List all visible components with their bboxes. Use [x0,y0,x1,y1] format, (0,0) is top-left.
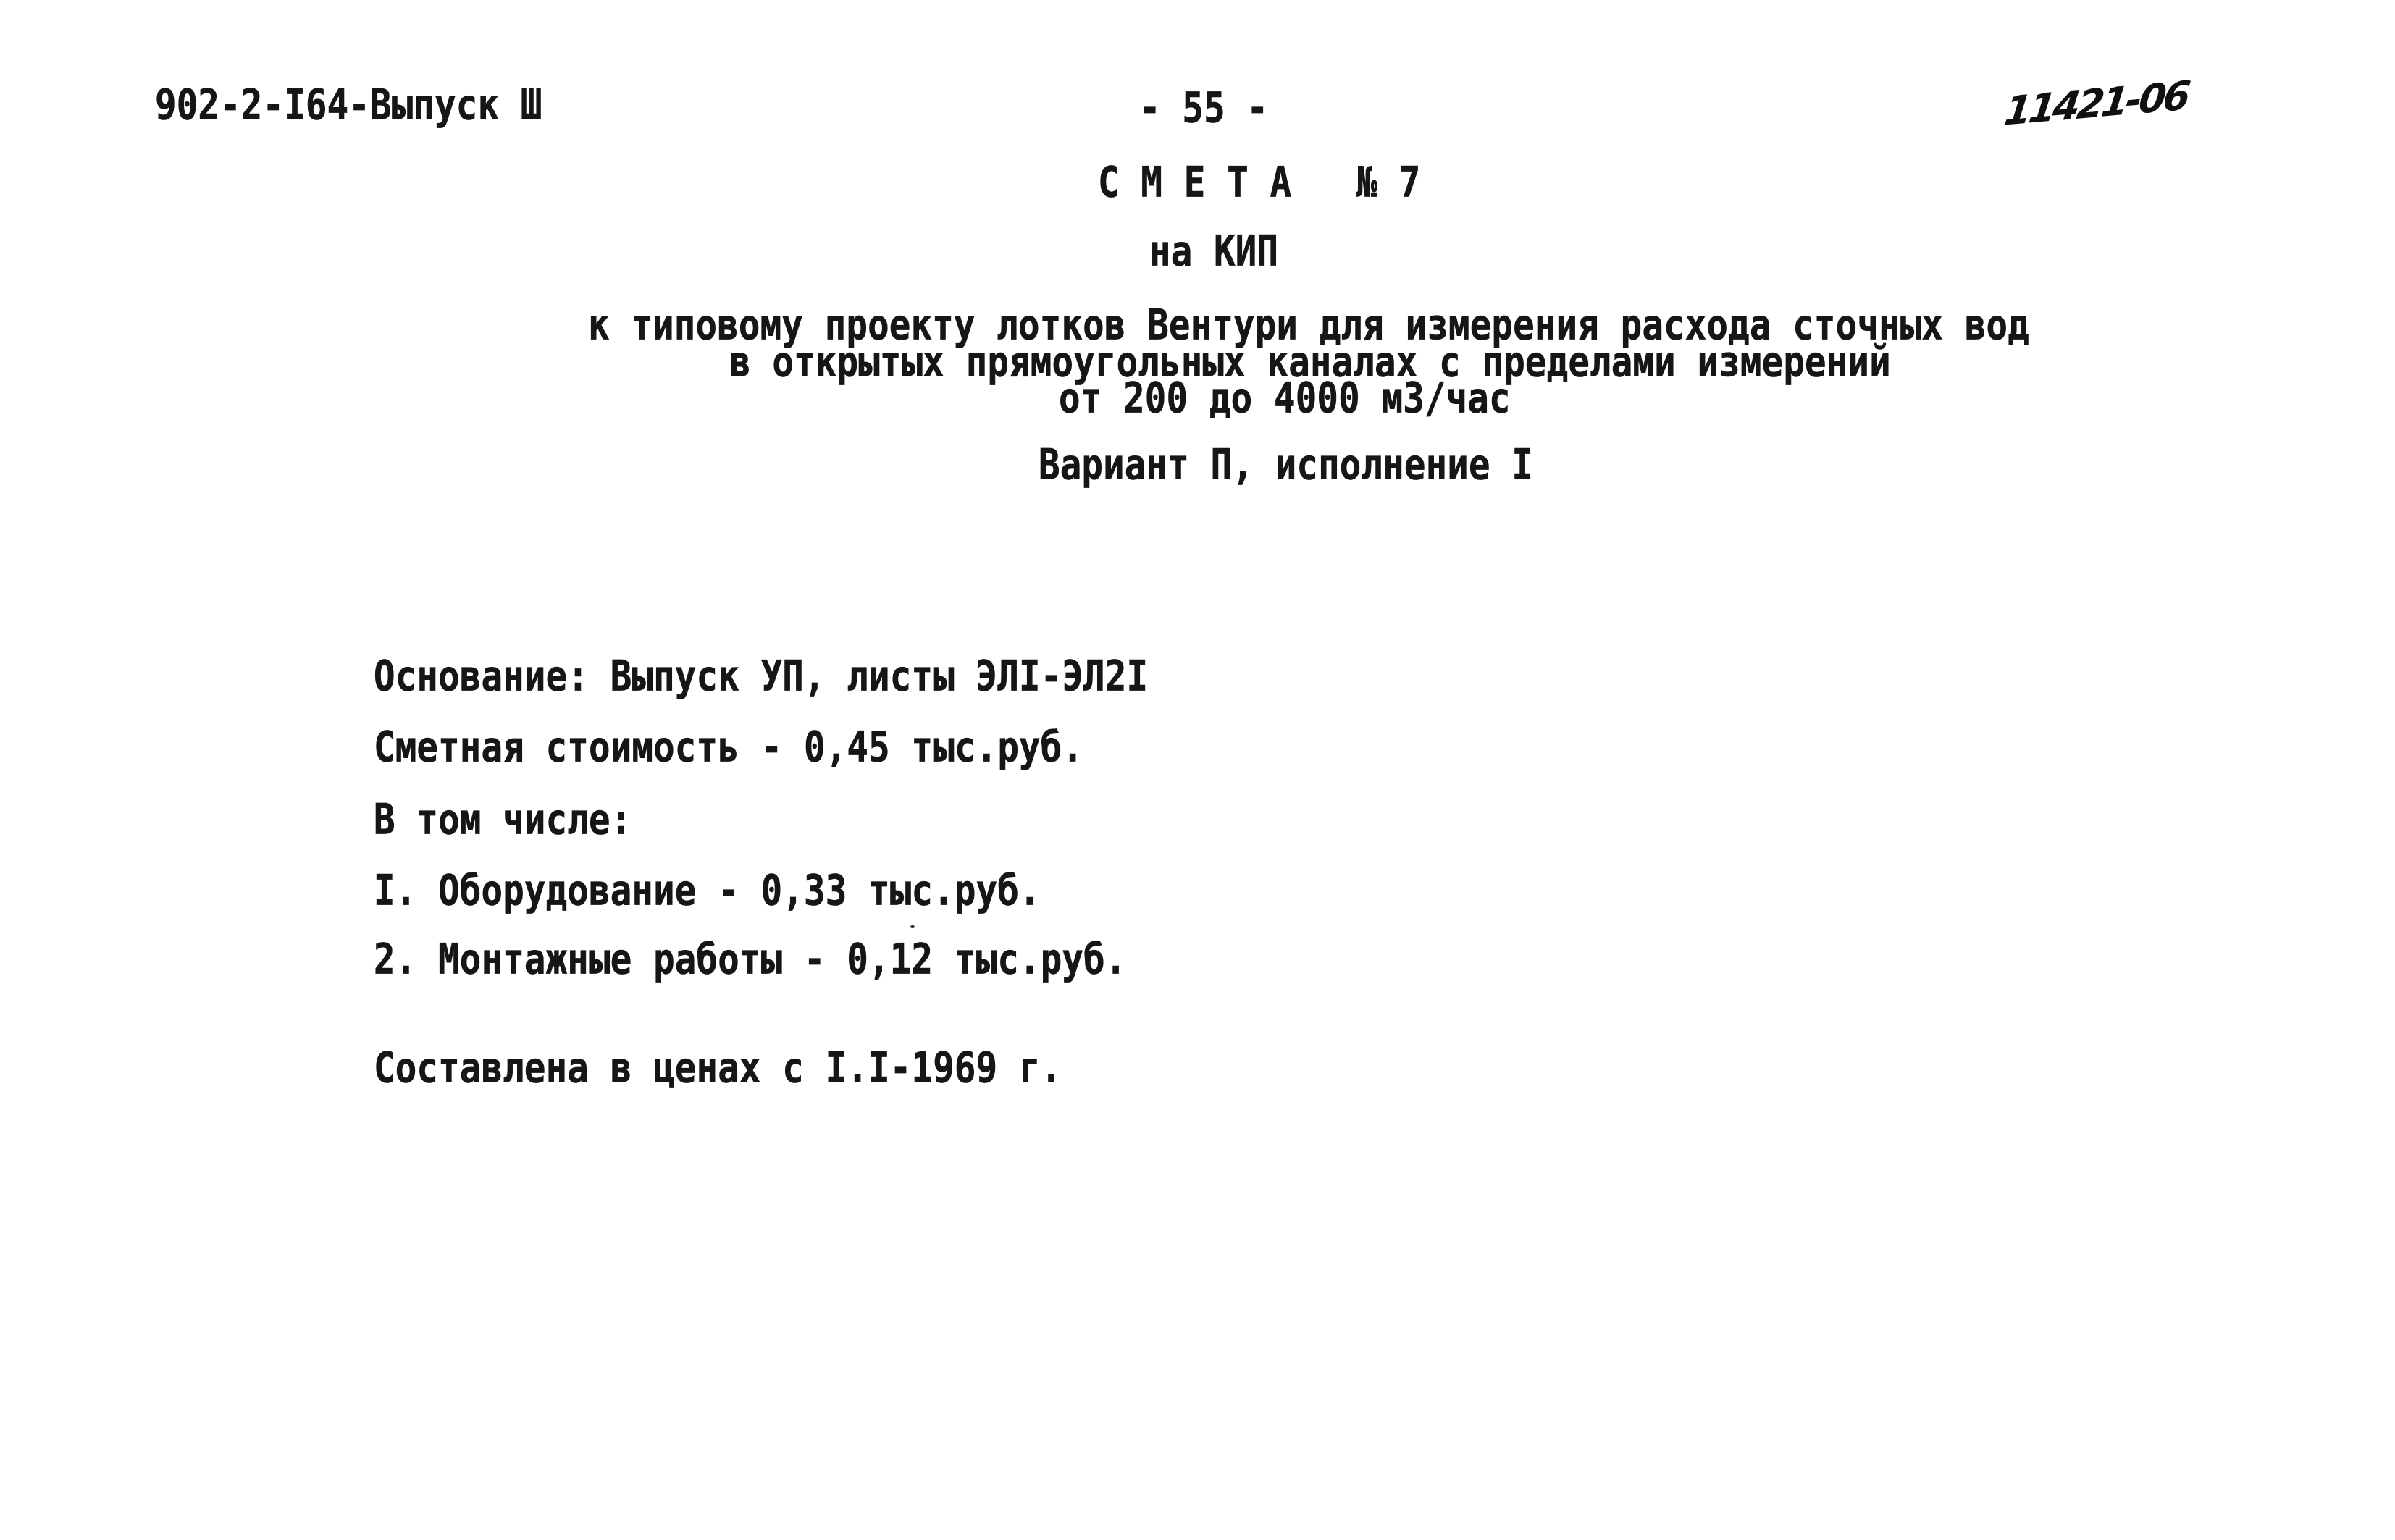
description-line-1: к типовому проекту лотков Вентури для измерения расхода сточных вод [588,300,2029,350]
page-number: - 55 - [1139,83,1269,132]
doc-code: 902-2-I64-Выпуск Ш [155,80,542,130]
including-label: В том числе: [374,795,632,844]
item-line-equipment: I. Оборудование - 0,33 тыс.руб. [374,866,1041,915]
description-line-3: от 200 до 4000 м3/час [1059,374,1511,423]
item-line-installation: 2. Монтажные работы - 0,12 тыс.руб. [374,935,1127,984]
ink-speck [910,925,915,928]
handwritten-number: 11421-06 [2002,72,2191,135]
estimate-subtitle: на КИП [1149,227,1279,276]
prices-date-line: Составлена в ценах с I.I-1969 г. [374,1043,1062,1093]
variant-line: Вариант П, исполнение I [1039,440,1534,489]
description-line-2: в открытых прямоугольных каналах с пределами измерений [729,337,1891,387]
basis-line: Основание: Выпуск УП, листы ЭЛI-ЭЛ2I [374,652,1149,701]
cost-line: Сметная стоимость - 0,45 тыс.руб. [374,723,1084,772]
estimate-title: С М Е Т А № 7 [1098,158,1421,207]
